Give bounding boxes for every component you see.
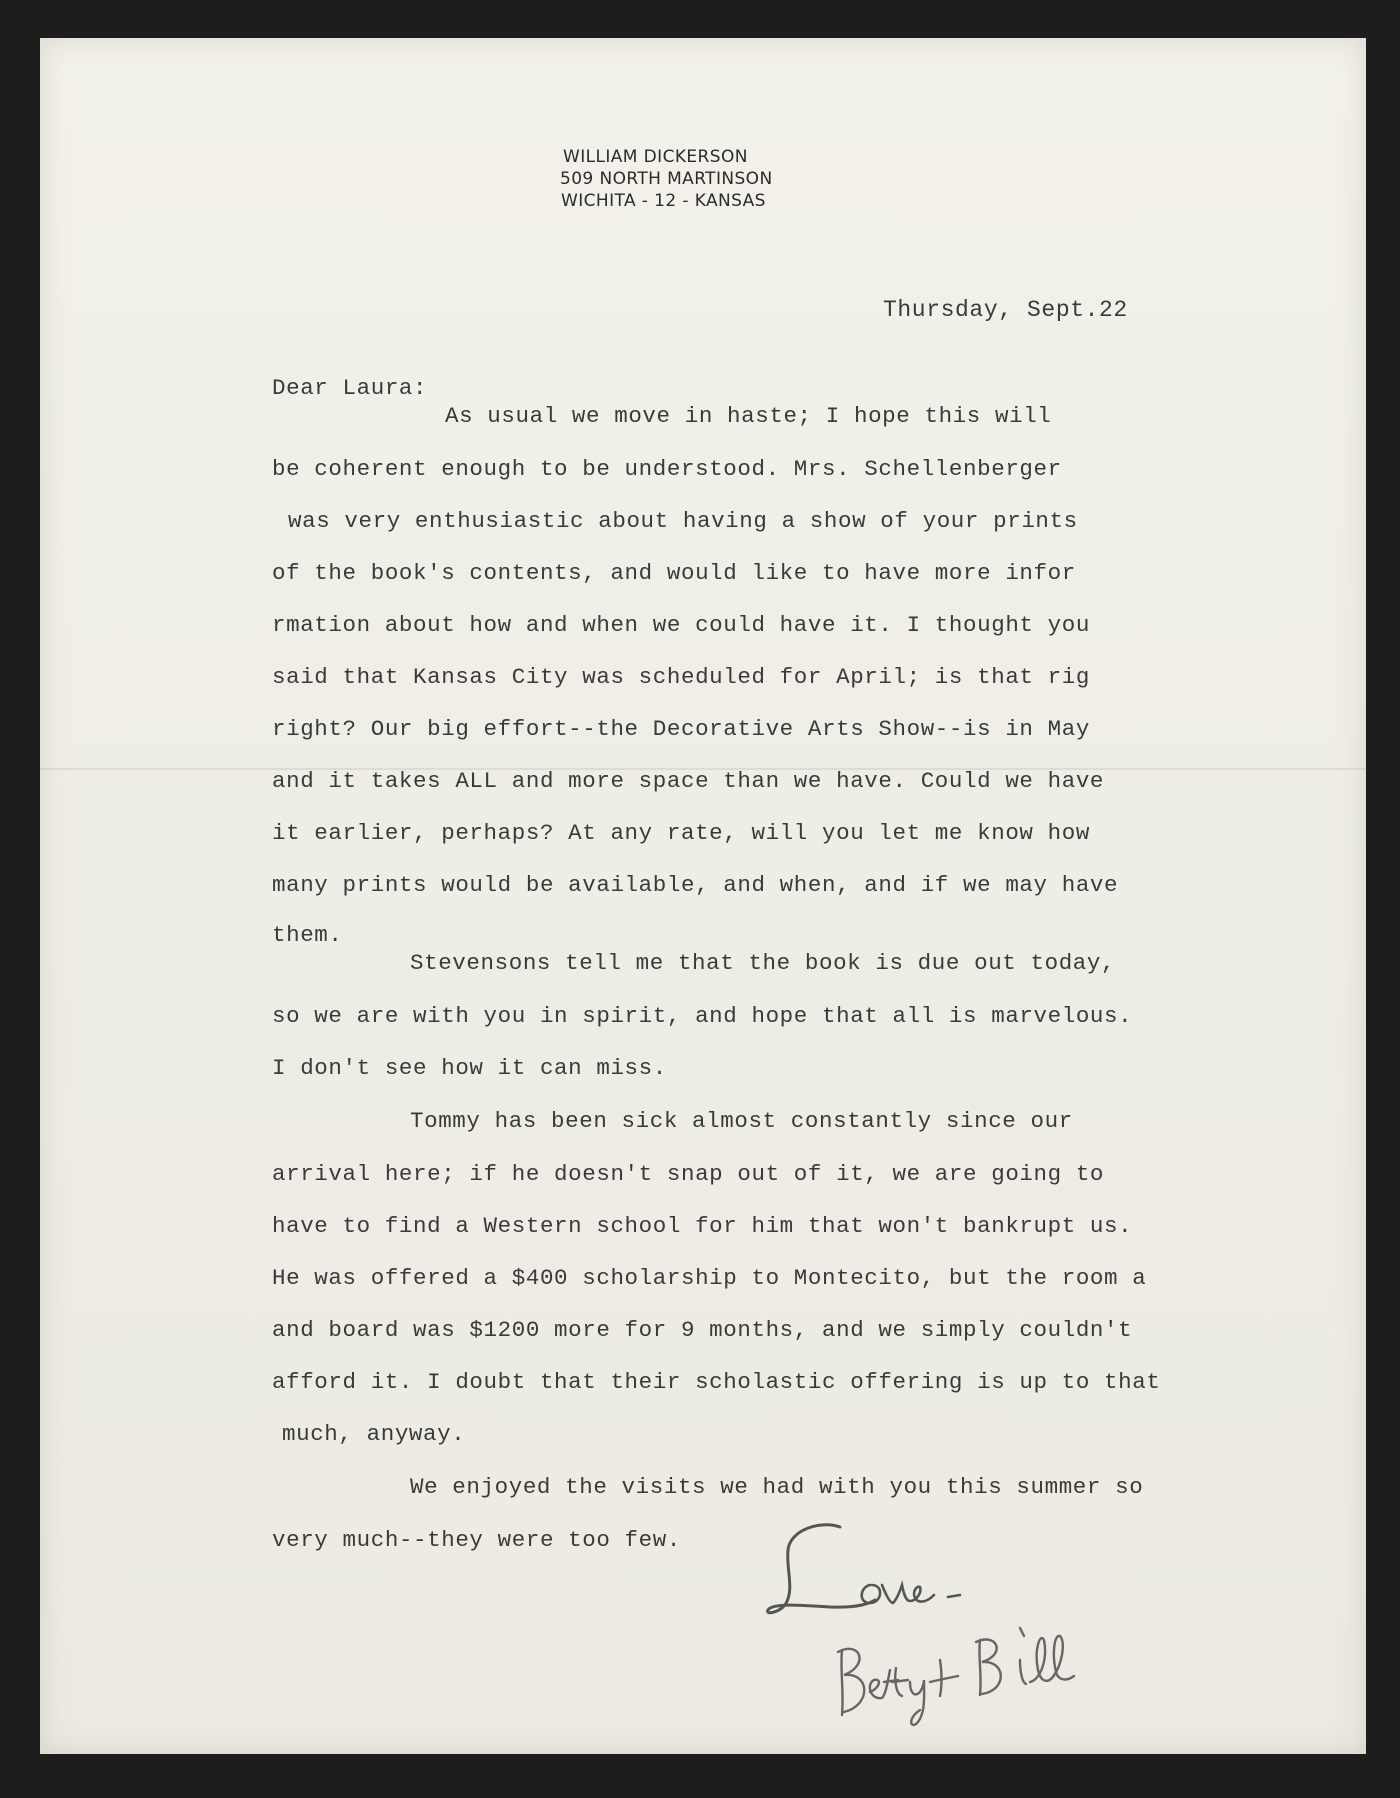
body-line: very much--they were too few. <box>272 1527 681 1553</box>
body-line: Tommy has been sick almost constantly since our <box>410 1108 1073 1134</box>
body-line: right? Our big effort--the Decorative Arts Show--is in May <box>272 716 1090 742</box>
closing-handwriting <box>760 1515 990 1625</box>
body-line: arrival here; if he doesn't snap out of it, we are going to <box>272 1161 1105 1187</box>
body-line: rmation about how and when we could have it. I thought you <box>272 612 1090 638</box>
body-line: He was offered a $400 scholarship to Montecito, but the room a <box>272 1265 1147 1291</box>
letter-date: Thursday, Sept.22 <box>883 297 1128 323</box>
body-line: so we are with you in spirit, and hope that all is marvelous. <box>272 1003 1133 1029</box>
letterhead <box>560 146 920 212</box>
body-line: be coherent enough to be understood. Mrs. Schellenberger <box>272 456 1062 482</box>
body-line: and it takes ALL and more space than we have. Could we have <box>272 768 1105 794</box>
signature-handwriting <box>830 1620 1130 1730</box>
body-line: them. <box>272 922 343 948</box>
body-line: it earlier, perhaps? At any rate, will you let me know how <box>272 820 1090 846</box>
body-line: was very enthusiastic about having a show of your prints <box>288 508 1078 534</box>
body-line: much, anyway. <box>282 1421 466 1447</box>
salutation: Dear Laura: <box>272 375 428 401</box>
letterhead-city: WICHITA - 12 - KANSAS <box>561 191 766 211</box>
letterhead-street: 509 NORTH MARTINSON <box>560 169 773 189</box>
body-line: many prints would be available, and when, and if we may have <box>272 872 1119 898</box>
body-line: I don't see how it can miss. <box>272 1055 667 1081</box>
body-line: of the book's contents, and would like to have more infor <box>272 560 1076 586</box>
body-line: As usual we move in haste; I hope this will <box>445 403 1052 429</box>
body-line: and board was $1200 more for 9 months, and we simply couldn't <box>272 1317 1133 1343</box>
body-line: said that Kansas City was scheduled for April; is that rig <box>272 664 1090 690</box>
body-line: We enjoyed the visits we had with you this summer so <box>410 1474 1144 1500</box>
body-line: afford it. I doubt that their scholastic offering is up to that <box>272 1369 1161 1395</box>
body-line: have to find a Western school for him that won't bankrupt us. <box>272 1213 1133 1239</box>
body-line: Stevensons tell me that the book is due out today, <box>410 950 1116 976</box>
letterhead-name: WILLIAM DICKERSON <box>563 147 748 167</box>
